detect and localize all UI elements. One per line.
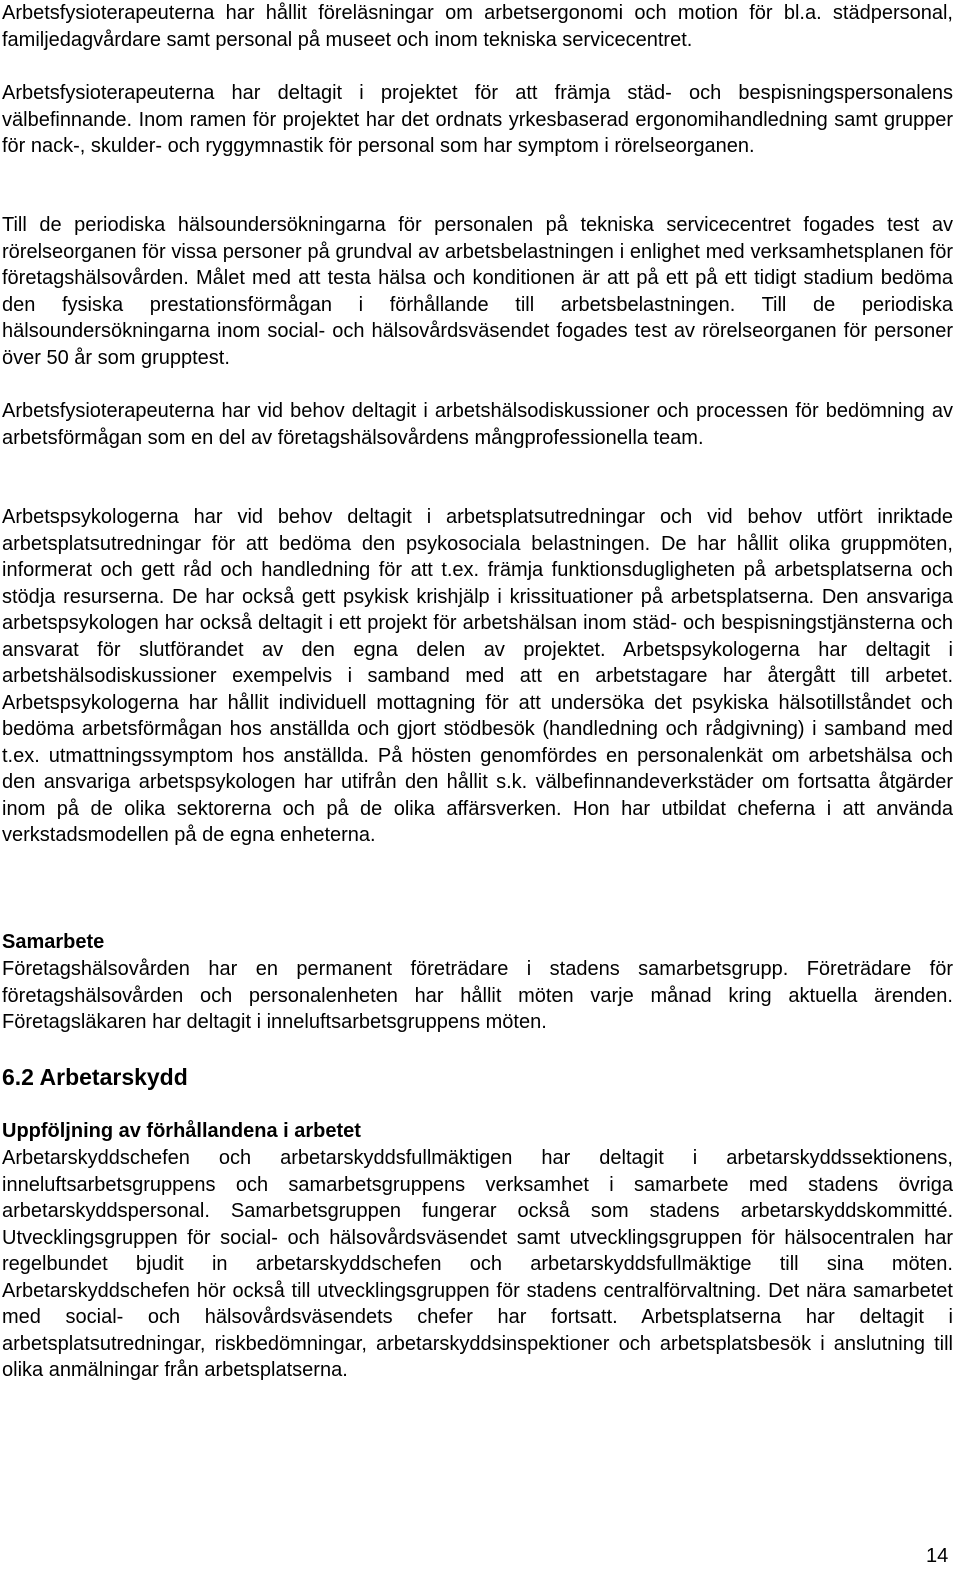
heading-samarbete: Samarbete	[2, 931, 105, 953]
section-title-arbetarskydd: 6.2 Arbetarskydd	[2, 1064, 188, 1090]
paragraph-health-examinations: Till de periodiska hälsoundersökningarna för personalen på tekniska servicecentret fogades test av rörelseorganen för vissa personer på grundval av arbetsbelastningen i enlighet med verksamhetsplanen för företagshälsovården. Målet med att testa hälsa och konditionen är att på ett på ett tidigt stadium bedöma den fysiska prestationsförmågan i förhållande till arbetsbelastningen. Till de periodiska hälsoundersökningarna inom social- och hälsovårdsväsendet fogades test av rörelseorganen för personer över 50 år som grupptest.	[2, 214, 953, 369]
paragraph-work-psychologists: Arbetspsykologerna har vid behov deltagit i arbetsplatsutredningar och vid behov utfört inriktade arbetsplatsutredningar för att bedöma den psykosociala belastningen. De har hållit olika gruppmöten, informerat och gett råd och handledning för att t.ex. främja funktionsdugligheten på arbetsplatserna och stödja resurserna. De har också gett psykisk krishjälp i krissituationer på arbetsplatserna. Den ansvariga arbetspsykologen har också deltagit i ett projekt för arbetshälsan inom städ- och bespisningstjänsterna och ansvarat för slutförandet av den egna delen av projektet. Arbetspsykologerna har deltagit i arbetshälsodiskussioner exempelvis i samband med att en arbetstagare har återgått till arbetet. Arbetspsykologerna har hållit individuell mottagning för att undersöka det psykiska hälsotillståndet och bedöma arbetsförmågan hos anställda och gjort stödbesök (handledning och rådgivning) i samband med t.ex. utmattningssymptom hos anställda. På hösten genomfördes en personalenkät om arbetshälsa och den ansvariga arbetspsykologen har utifrån den hållit s.k. välbefinnandeverkstäder om fortsatta åtgärder inom på de olika sektorerna och på de olika affärsverken. Hon har utbildat cheferna i att använda verkstadsmodellen på de egna enheterna.	[2, 506, 953, 846]
page-number: 14	[926, 1545, 949, 1567]
paragraph-cooperation: Företagshälsovården har en permanent företrädare i stadens samarbetsgrupp. Företrädare för företagshälsovården och personalenheten har hållit möten varje månad kring aktuella ärenden. Företagsläkaren har deltagit i inneluftsarbetsgruppens möten.	[2, 958, 953, 1033]
paragraph-lectures: Arbetsfysioterapeuterna har hållit föreläsningar om arbetsergonomi och motion för bl.a. städpersonal, familjedagvårdare samt personal på museet och inom tekniska servicecentret.	[2, 2, 953, 51]
paragraph-project-wellbeing: Arbetsfysioterapeuterna har deltagit i projektet för att främja städ- och bespisningspersonalens välbefinnande. Inom ramen för projektet har det ordnats yrkesbaserad ergonomihandledning samt grupper för nack-, skulder- och ryggymnastik för personal som har symptom i rörelseorganen.	[2, 82, 953, 157]
paragraph-occupational-safety: Arbetarskyddschefen och arbetarskyddsfullmäktigen har deltagit i arbetarskyddssektionens, inneluftsarbetsgruppens och samarbetsgruppens verksamhet i samarbete med stadens övriga arbetarskyddspersonal. Samarbetsgruppen fungerar också som stadens arbetarskyddskommitté. Utvecklingsgruppen för social- och hälsovårdsväsendet samt utvecklingsgruppen för hälsocentralen har regelbundet bjudit in arbetarskyddschefen och arbetarskyddsfullmäktige till sina möten. Arbetarskyddschefen hör också till utvecklingsgruppen för stadens centralförvaltning. Det nära samarbetet med social- och hälsovårdsväsendets chefer har fortsatt. Arbetsplatserna har deltagit i arbetsplatsutredningar, riskbedömningar, arbetarskyddsinspektioner och arbetsplatsbesök i anslutning till olika anmälningar från arbetsplatserna.	[2, 1147, 953, 1381]
paragraph-work-ability: Arbetsfysioterapeuterna har vid behov deltagit i arbetshälsodiskussioner och processen för bedömning av arbetsförmågan som en del av företagshälsovårdens mångprofessionella team.	[2, 400, 953, 449]
heading-uppfoljning: Uppföljning av förhållandena i arbetet	[2, 1120, 361, 1142]
